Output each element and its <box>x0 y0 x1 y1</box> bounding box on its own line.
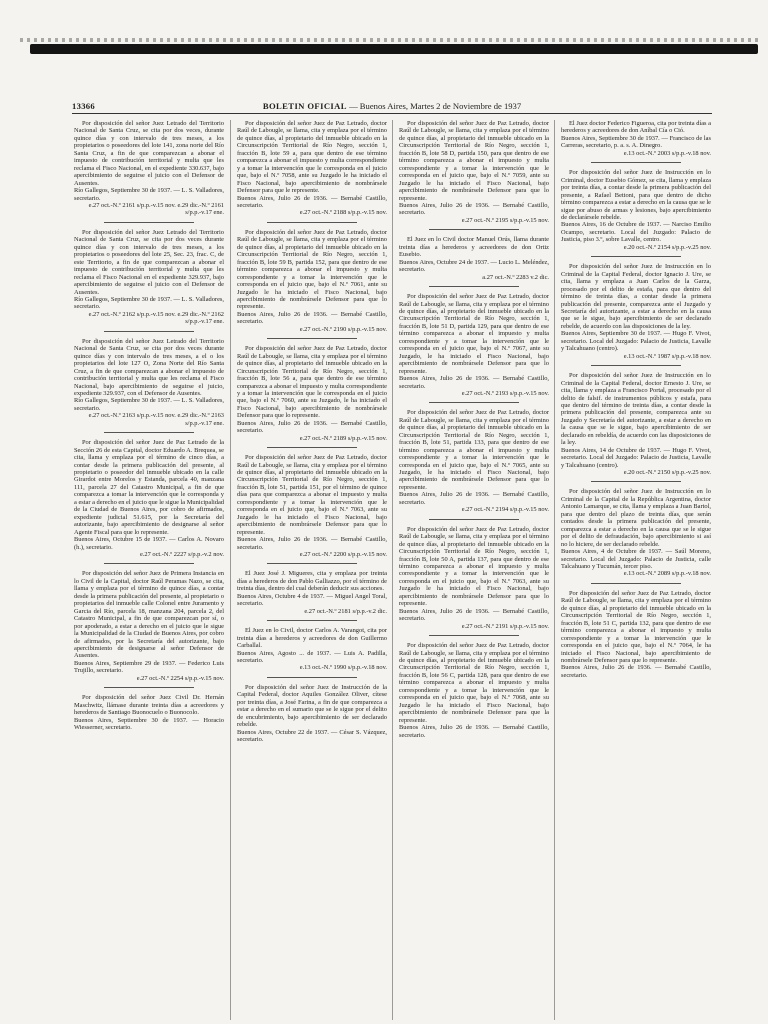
notice-reference: e.27 oct.-N.º 2227 s/p.p.-v.2 nov. <box>139 551 224 559</box>
notice-divider <box>591 481 681 482</box>
legal-notice <box>561 372 711 476</box>
notice-body: El Juez en lo Civil, doctor Carlos A. Varangot, cita por treinta días a herederos y acreedores de don Guillermo Carballal. <box>237 627 387 650</box>
notice-body: Por disposición del señor Juez de Instrucción en lo Criminal, doctor Eusebio Gómez, se cita, llama y emplaza por treinta días, a contar desde la primera publicación del presente, a Rafael Bettoni, para que dentro de dicho término comparezca a estar a derecho en la causa que se le sigue por abuso de armas y lesiones, bajo apercibimiento de declarársele rebelde. <box>561 169 711 221</box>
legal-notice <box>399 409 549 513</box>
notice-divider <box>429 229 519 230</box>
notice-closing: Buenos Aires, Julio 26 de 1936. — Bernabé Castillo, secretario. <box>399 607 549 623</box>
legal-notice <box>237 345 387 442</box>
column-divider <box>230 120 231 1020</box>
scan-edge-speckle <box>20 38 760 42</box>
notice-closing: Buenos Aires, 14 de Octubre de 1937. — Hugo F. Vivot, secretario. Local del Juzgado: Palacio de Justicia, Lavalle y Talcahuano (centro). <box>561 446 711 469</box>
notice-reference: e.27 oct.-N.º 2191 s/p.p.-v.15 nov. <box>461 622 549 630</box>
legal-notice <box>399 642 549 739</box>
notice-reference: e.27 oct.-N.º 2254 s/p.p.-v.15 nov. <box>136 674 224 682</box>
notice-body: Por disposición del señor Juez de Instrucción en lo Criminal de la Capital Federal, doctor Ignacio J. Ure, se cita, llama y emplaza a Juan Carlos de la Garza, procesado por el delito de estafa, para que dentro del término de treinta días, a contar desde la primera publicación del presente, comparezca ante el Juzgado y Secretaría del autorizante, a estar a derecho en la causa que se le sigue, bajo apercibimiento de ser declarado rebelde, de acuerdo con las disposiciones de la ley. <box>561 263 711 330</box>
notice-reference: e.27 oct.-N.º 2194 s/p.p.-v.15 nov. <box>461 506 549 514</box>
notice-body: Por disposición del señor Juez de Paz Letrado, doctor Raúl de Labougle, se llama, cita y emplaza por el término de quince días, al propietario del inmueble ubicado en la Circunscripción Territorial de Río Negro, sección 1, fracción B, lote 56 a, para que dentro de ese término comparezca a abonar el impuesto y multa correspondiente y a tomar la intervención que le corresponda en el juicio que, bajo el N.º 7060, ante su Juzgado, le ha iniciado el Fisco Nacional, bajo apercibimiento de nombrársele Defensor para que lo represente. <box>237 345 387 420</box>
notice-divider <box>429 635 519 636</box>
scan-top-bar <box>30 44 758 54</box>
notice-body: Por disposición del señor Juez Civil Dr. Hernán Maschwitz, llámase durante treinta días a acreedores y herederos de Santiago Buonocuelo o Buonocolo. <box>74 694 224 717</box>
notice-closing: Buenos Aires, Julio 26 de 1936. — Bernabé Castillo, secretario. <box>237 536 387 551</box>
legal-notice <box>74 570 224 682</box>
notice-body: Por disposición del señor Juez de Paz Letrado, doctor Raúl de Labougle, se llama, cita y emplaza por el término de quince días, al propietario del inmueble ubicado en la Circunscripción Territorial de Río Negro, sección 1, fracción B, lote 59 a, para que dentro de ese término comparezca a abonar el impuesto y multa correspondiente y a tomar la intervención que le corresponda en el juicio que, bajo el N.º 7058, ante su Juzgado le ha iniciado el Fisco Nacional, bajo apercibimiento de nombrársele Defensor para que le represente. <box>237 120 387 195</box>
notice-reference: e.27 oct.-N.º 2193 s/p.p.-v.15 nov. <box>461 389 549 397</box>
notice-closing: Buenos Aires, Agosto ... de 1937. — Luis A. Padilla, secretario. <box>237 649 387 664</box>
notice-closing: Buenos Aires, Octubre 4 de 1937. — Miguel Angel Toral, secretario. <box>237 592 387 608</box>
column-3 <box>399 120 549 1024</box>
notice-body: Por disposición del señor Juez de Paz Letrado, doctor Raúl de Labougle, se llama, cita y emplaza por el término de quince días, al propietario del inmueble ubicado en la Circunscripción Territorial de Río Negro, sección 1, fracción B, lote 51 C, partida 132, para que dentro de ese término comparezca a abonar el impuesto y multa correspondiente y a tomar la intervención que le corresponda en el juicio que, bajo el N.º 7064, le ha iniciado el Fisco Nacional, bajo apercibimiento de nombrársele Defensor para que lo represente. <box>561 589 711 664</box>
notice-divider <box>591 162 681 163</box>
notice-body: Por disposición del señor Juez de Paz Letrado, doctor Raúl de Labougle, se llama, cita y emplaza por el término de quince días, al propietario del inmueble ubicado en la Circunscripción Territorial de Río Negro, sección 1, fracción B, lote 58 D, partida 150, para que dentro de ese término comparezca a abonar el impuesto y multa correspondiente y a tomar la intervención que le corresponda en el juicio que, bajo el N.º 7059, ante su Juzgado le ha iniciado el Fisco Nacional, bajo apercibimiento de nombrársele Defensor para que lo represente. <box>399 120 549 202</box>
notice-body: Por disposición del señor Juez de Paz Letrado, doctor Raúl de Labougle, se llama, cita y emplaza por el término de quince días, al propietario del inmueble ubicado en la Circunscripción Territorial de Río Negro, sección 1, fracción B, lote 51 D, partida 129, para que dentro de ese término comparezca a abonar el impuesto y multa correspondiente y a tomar la intervención que le corresponda en el juicio que, bajo el N.º 7067, ante su Juzgado, le ha iniciado el Fisco Nacional, bajo apercibimiento de nombrársele Defensor para que lo represente. <box>399 293 549 375</box>
legal-notice <box>399 120 549 224</box>
notice-divider <box>267 677 357 678</box>
publication-title: BOLETIN OFICIAL <box>262 101 347 111</box>
column-divider <box>554 120 555 1020</box>
column-1 <box>74 120 224 1024</box>
legal-notice <box>561 590 711 679</box>
notice-reference: e.13 oct.-N.º 2003 s/p.p.-v.18 nov. <box>623 149 711 157</box>
notice-closing: Buenos Aires, Septiembre 30 de 1937. — Horacio Wiesserner, secretario. <box>74 716 224 732</box>
legal-notice <box>237 627 387 672</box>
notice-divider <box>429 402 519 403</box>
notice-closing: Buenos Aires, Julio 26 de 1936. — Bernabé Castillo, secretario. <box>399 724 549 739</box>
notice-reference: e.27 oct.-N.º 2189 s/p.p.-v.15 nov. <box>299 434 387 442</box>
notice-closing: Buenos Aires, Julio 26 de 1936. — Bernabé Castillo, secretario. <box>399 491 549 506</box>
notice-closing: Buenos Aires, Octubre 22 de 1937. — César S. Vázquez, secretario. <box>237 728 387 744</box>
notice-divider <box>104 331 194 332</box>
notice-divider <box>267 222 357 223</box>
publication-dateline: — Buenos Aires, Martes 2 de Noviembre de 1937 <box>349 101 522 111</box>
notice-reference: a.27 oct.-N.º 2283 v.2 dic. <box>482 273 549 281</box>
legal-notice <box>237 454 387 558</box>
legal-notice <box>237 229 387 333</box>
notice-body: El Juez doctor Federico Figueroa, cita por treinta días a herederos y acreedores de don Aníbal Cía o Ció. <box>561 120 711 135</box>
notice-closing: Buenos Aires, Octubre 24 de 1937. — Lucio L. Meléndez, secretario. <box>399 258 549 274</box>
notice-divider <box>104 687 194 688</box>
notice-closing: Buenos Aires, 4 de Octubre de 1937. — Saúl Moreno, secretario. Local del Juzgado: Palacio de Justicia, calle Talcahuano y Tucumán, tercer piso. <box>561 548 711 571</box>
notice-reference: e.27 oct.-N.º 2163 s/p.p.-v.15 nov. e.29 dic.-N.º 2163 s/p.p.-v.17 ene. <box>88 412 224 427</box>
notice-closing: Buenos Aires, Octubre 15 de 1937. — Carlos A. Novaro (h.), secretario. <box>74 536 224 551</box>
legal-notice <box>561 263 711 360</box>
column-2 <box>237 120 387 1024</box>
notice-divider <box>267 338 357 339</box>
notice-divider <box>267 447 357 448</box>
legal-notice <box>237 570 387 615</box>
notice-divider <box>429 519 519 520</box>
notice-divider <box>429 286 519 287</box>
column-divider <box>392 120 393 1020</box>
notice-reference: e.27 oct.-N.º 2181 s/p.p.-v.2 dic. <box>304 607 387 615</box>
column-4 <box>561 120 711 1024</box>
notice-closing: Buenos Aires, Julio 26 de 1936. — Bernabé Castillo, secretario. <box>561 664 711 679</box>
notice-body: Por disposición del señor Juez de Paz Letrado, doctor Raúl de Labougle, se llama, cita y emplaza por el término de quince días, al propietario del inmueble ubicado en la Circunscripción Territorial de Río Negro, sección 1, fracción B, lote 50 A, partida 137, para que dentro de ese término comparezca a abonar el impuesto y multa correspondiente y a tomar la intervención que le corresponda en el juicio que, bajo el N.º 7063, ante su Juzgado le ha iniciado el Fisco Nacional, bajo apercibimiento de nombrársele Defensor para que lo represente. <box>399 525 549 608</box>
header-rule <box>72 113 712 114</box>
notice-body: Por disposición del señor Juez Letrado del Territorio Nacional de Santa Cruz, se cita por dos veces, durante quince días y con intervalo de tres meses, a los propietarios o poseedores del lote 141, zona norte del Río Santa Cruz, a fin de que comparezcan a abonar el impuesto de contribución territorial y multa que les reclama el Fisco Nacional, en el expediente 330.637, bajo apercibimiento de seguirse el juicio con el Defensor de Ausentes. <box>74 120 224 187</box>
notice-closing: Río Gallegos, Septiembre 30 de 1937. — L. S. Valladores, secretario. <box>74 397 224 412</box>
notice-reference: e.27 oct.-N.º 2195 s/p.p.-v.15 nov. <box>461 216 549 224</box>
publication-line <box>72 99 712 113</box>
legal-notice <box>74 338 224 427</box>
notice-closing: Buenos Aires, 16 de Octubre de 1937. — Narciso Emilio Ocampo, secretario. Local del Juzgado: Palacio de Justicia, piso 3.º, sobre Lavalle, centro. <box>561 221 711 244</box>
notice-divider <box>267 563 357 564</box>
notice-divider <box>591 583 681 584</box>
notice-body: Por disposición del señor Juez de Primera Instancia en lo Civil de la Capital, doctor Raúl Peramas Nazo, se cita, llama y emplaza por el término de quince días, a contar desde la primera publicación del presente, al propietario o propietarios del inmueble calle Colonel entre Juramento y Garcia del Río, parcela 18, manzana 204, parcela 2, del Catastro Municipal, a fin de que comparezcan por sí, o por apoderado, a estar a derecho en el juicio que le sigue la Municipalidad de la Ciudad de Buenos Aires, por cobro de afirmados, por la Secretaría del autorizante, bajo apercibimiento de designarse al señor Defensor de Ausentes. <box>74 570 224 660</box>
notice-reference: e.27 oct.-N.º 2200 s/p.p.-v.15 nov. <box>299 551 387 559</box>
notice-divider <box>591 256 681 257</box>
notice-reference: e.27 oct.-N.º 2161 s/p.p.-v.15 nov. e.29 dic.-N.º 2161 s/p.p.-v.17 ene. <box>88 201 224 217</box>
page-header <box>72 99 712 113</box>
legal-notice <box>561 169 711 251</box>
notice-body: Por disposición del señor Juez de Paz Letrado de la Sección 26 de esta Capital, doctor Eduardo A. Brequea, se cita, llama y emplaza por el término de cinco días, a contar desde la primera publicación del presente, al propietario o poseedor del inmueble ubicado en la calle Girardot entre Morelos y Estanda, parcela 40, manzana 111, parcela 27 del Catastro Municipal, a fin de que comparezca a tomar la intervención que le corresponda y a estar a derecho en el juicio que le sigue la Municipalidad de la Ciudad de Buenos Aires, por cobro de afirmados, expediente judicial 51.615, por la Secretaría del autorizante, bajo apercibimiento de designarse al señor Agente Fiscal para que lo represente. <box>74 439 224 536</box>
notice-body: Por disposición del señor Juez Letrado del Territorio Nacional de Santa Cruz, se cita por dos veces durante quince días y con intervalo de tres meses, a el o los propietarios del lote 127 O, Zona Norte del Río Santa Cruz, a fin de que comparezcan a abonar el impuesto de contribución territorial y multa que les reclama el Fisco Nacional, bajo apercibimiento de seguirse el juicio, expediente 329.937, con el Defensor de Ausentes. <box>74 337 224 397</box>
notice-closing: Río Gallegos, Septiembre 30 de 1937. — L. S. Valladores, secretario. <box>74 295 224 311</box>
notice-body: Por disposición del señor Juez Letrado del Territorio Nacional de Santa Cruz, se cita por dos veces durante quince días y con intervalo de tres meses, a los propietarios o poseedores del lote 25, Sec. 23, frac. C, de este Territorio, a fin de que comparezcan a abonar el impuesto de contribución territorial y multa que les reclama el Fisco Nacional en el expediente 329.937, bajo apercibimiento de seguirse el juicio con el Defensor de Ausentes. <box>74 228 224 296</box>
notice-divider <box>104 563 194 564</box>
notice-body: Por disposición del señor Juez de Paz Letrado, doctor Raúl de Labougle, se llama, cita y emplaza por el término de quince días, al propietario del inmueble ubicado en la Circunscripción Territorial de Río Negro, sección 1, fracción B, lote 51, partida 151, por el término de quince días para que comparezca a abonar el impuesto y multa correspondiente y a tomar la intervención que le corresponda en el juicio que, bajo el N.º 7063, ante su Juzgado le ha iniciado el Fisco Nacional, bajo apercibimiento de nombrársele Defensor para que lo represente. <box>237 454 387 536</box>
notice-reference: e.20 oct.-N.º 2154 s/p.p.-v.25 nov. <box>623 243 711 251</box>
legal-notice <box>74 694 224 731</box>
notice-reference: e.27 oct.-N.º 2190 s/p.p.-v.15 nov. <box>299 325 387 333</box>
notice-body: Por disposición del señor Juez de Paz Letrado, doctor Raúl de Labougle, se llama, cita y emplaza por el término de quince días, al propietario del inmueble ubicado en la Circunscripción Territorial de Río Negro, sección 1, fracción B, lote 56 C, partida 128, para que dentro de ese término comparezca a abonar el impuesto y multa correspondiente y a tomar la intervención que le corresponda en el juicio que, bajo el N.º 7068, ante su Juzgado le ha iniciado el Fisco Nacional, bajo apercibimiento de nombrársele Defensor para que la represente. <box>399 642 549 724</box>
notice-closing: Río Gallegos, Septiembre 30 de 1937. — L. S. Valladores, secretario. <box>74 187 224 202</box>
page-number: 13366 <box>72 101 95 111</box>
notice-reference: e.13 oct.-N.º 2089 s/p.p.-v.18 nov. <box>623 570 711 578</box>
notice-body: Por disposición del señor Juez de Paz Letrado, doctor Raúl de Labougle, se llama, cita y emplaza por el término de quince días, al propietario del inmueble ubicado en la Circunscripción Territorial de Río Negro, sección 1, fracción B, lote 51, partida 133, para que dentro de ese término comparezca a abonar el impuesto y multa correspondiente y a tomar la intervención que le corresponda en el juicio que, bajo el N.º 7065, ante su Juzgado, le ha iniciado el Fisco Nacional, bajo apercibimiento de nombrársele Defensor para que lo represente. <box>399 409 549 491</box>
notice-reference: e.27 oct.-N.º 2188 s/p.p.-v.15 nov. <box>299 209 387 217</box>
legal-notice <box>74 439 224 558</box>
notice-divider <box>591 365 681 366</box>
notice-closing: Buenos Aires, Julio 26 de 1936. — Bernabé Castillo, secretario. <box>399 201 549 217</box>
legal-notice <box>399 526 549 630</box>
notice-closing: Buenos Aires, Julio 26 de 1936. — Bernabé Castillo, secretario. <box>399 375 549 390</box>
notice-body: El Juez en lo Civil doctor Manuel Orús, llama durante treinta días a herederos y acreedores de don Ortiz Eusebio. <box>399 236 549 259</box>
notice-reference: e.20 oct.-N.º 2150 s/p.p.-v.25 nov. <box>623 469 711 477</box>
legal-notice <box>237 684 387 744</box>
legal-notice <box>561 488 711 577</box>
notice-closing: Buenos Aires, Julio 26 de 1936. — Bernabé Castillo, secretario. <box>237 310 387 326</box>
notice-body: Por disposición del señor Juez de Instrucción de la Capital Federal, doctor Aquiles González Oliver, cítese por treinta días, a José Farina, a fin de que comparezca a estar a derecho en el sumario que se le sigue por el delito de encubrimiento, bajo apercibimiento de ser declarado rebelde. <box>237 683 387 729</box>
notice-reference: e.13 oct.-N.º 1987 s/p.p.-v.18 nov. <box>623 352 711 360</box>
notice-divider <box>267 620 357 621</box>
notice-closing: Buenos Aires, Julio 26 de 1936. — Bernabé Castillo, secretario. <box>237 419 387 435</box>
legal-notice <box>74 120 224 217</box>
legal-notice <box>561 120 711 157</box>
legal-notice <box>74 229 224 326</box>
notice-reference: e.13 oct.-N.º 1990 s/p.p.-v.18 nov. <box>299 664 387 672</box>
legal-notice <box>399 236 549 281</box>
notice-divider <box>104 432 194 433</box>
notice-closing: Buenos Aires, Septiembre 30 de 1937. — Francisco de las Carreras, secretario, p. a. s. A. Dinegro. <box>561 134 711 150</box>
legal-notice <box>399 293 549 397</box>
notice-reference: e.27 oct.-N.º 2162 s/p.p.-v.15 nov. e.29 dic.-N.º 2162 s/p.p.-v.17 ene. <box>88 310 224 326</box>
notice-body: El Juez José J. Migueres, cita y emplaza por treinta días a herederos de don Pablo Galliazzo, por el término de treinta días, dentro del cual deberán deducir sus acciones. <box>237 570 387 593</box>
notice-closing: Buenos Aires, Septiembre 30 de 1937. — Hugo F. Vivot, secretario. Local del Juzgado: Palacio de Justicia, Lavalle y Talcahuano (centro). <box>561 330 711 353</box>
notice-body: Por disposición del señor Juez de Instrucción en lo Criminal de la Capital de la República Argentina, doctor Antonio Lamarque, se cita, llama y emplaza a Juan Bartol, para que dentro del plazo de treinta días, que serán contados desde la primera publicación del presente, comparezca a estar a derecho en la causa que se le sigue por el delito de defraudación, bajo apercibimiento si así no lo hiciere, de ser declarado rebelde. <box>561 488 711 548</box>
legal-notice <box>237 120 387 217</box>
notice-divider <box>104 222 194 223</box>
notice-body: Por disposición del señor Juez de Instrucción en lo Criminal de la Capital Federal, doctor Ernesto J. Ure, se cita, llama y emplaza a Francisco Portal, procesado por el delito de falsif. de instrumentos públicos y estafa, para que dentro del término de treinta días, a contar desde la primera publicación del presente, comparezca ante su Juzgado y Secretaría del autorizante, a estar a derecho en la causa que se le sigue, bajo apercibimiento de ser declarado en rebeldía, de acuerdo con las disposiciones de la ley. <box>561 372 711 447</box>
notice-body: Por disposición del señor Juez de Paz Letrado, doctor Raúl de Labougle, se llama, cita y emplaza por el término de quince días, al propietario del inmueble ubicado en la Circunscripción Territorial de Río Negro, sección 1, fracción B, lote 59 B, partida 152, para que dentro de ese término comparezca a abonar el impuesto y multa correspondiente y a tomar la intervención que le corresponda en el juicio que, bajo el N.º 7061, ante su Juzgado le ha iniciado el Fisco Nacional, bajo apercibimiento de nombrársele Defensor para que lo represente. <box>237 228 387 311</box>
notice-closing: Buenos Aires, Septiembre 29 de 1937. — Federico Luis Trujillo, secretario. <box>74 659 224 675</box>
notice-closing: Buenos Aires, Julio 26 de 1936. — Bernabé Castillo, secretario. <box>237 194 387 209</box>
